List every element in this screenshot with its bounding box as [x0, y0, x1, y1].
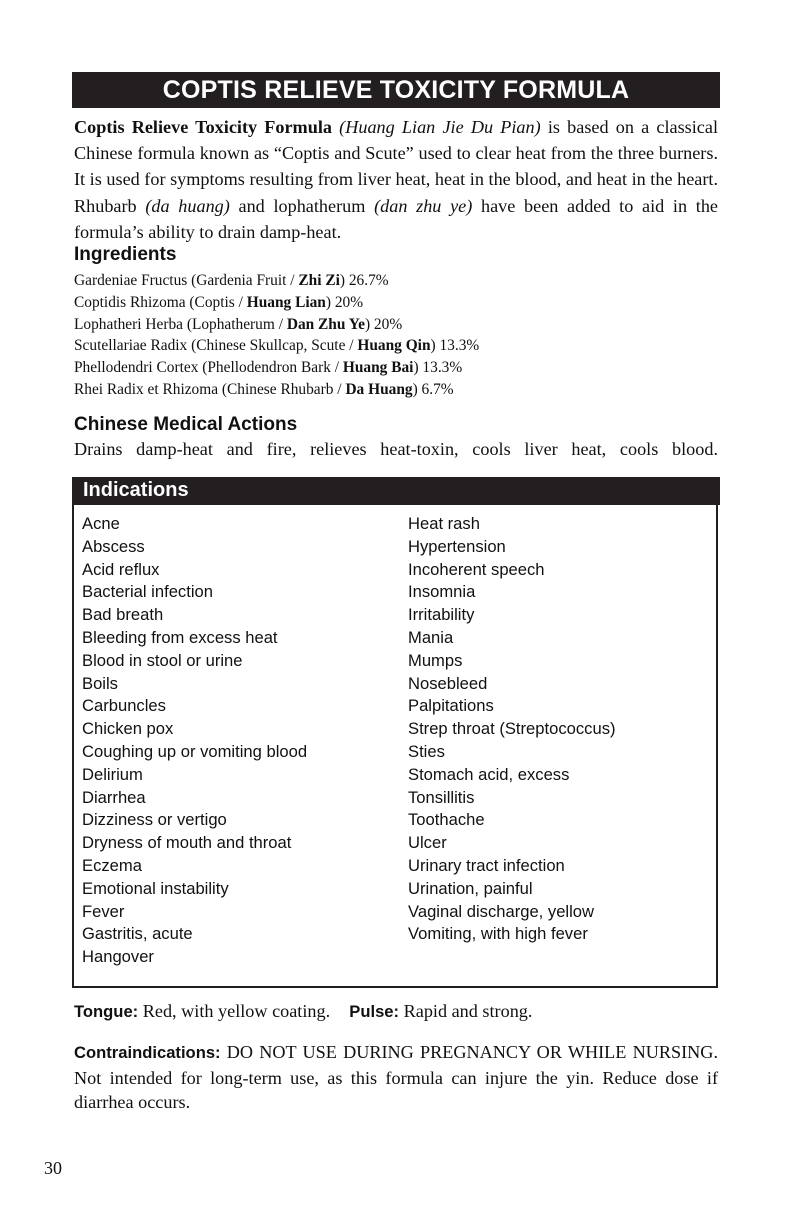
ingredient-percent: ) 20%: [325, 293, 364, 311]
contraindications-text: DO NOT USE DURING PREGNANCY OR WHILE NURSING. Not intended for long-term use, as this formula can injure the yin. Reduce dose if diarrhea occurs.: [74, 1042, 718, 1113]
indication-item: Blood in stool or urine: [82, 650, 243, 670]
indication-item: Incoherent speech: [408, 559, 545, 579]
rhubarb-pinyin: (da huang): [145, 195, 230, 216]
ingredient-pinyin: Zhi Zi: [298, 272, 340, 289]
actions-text: Drains damp-heat and fire, relieves heat-toxin, cools liver heat, cools blood.: [74, 439, 718, 459]
tongue-text: Red, with yellow coating.: [138, 1001, 331, 1021]
indication-item: Stomach acid, excess: [408, 764, 570, 784]
indication-item: Abscess: [82, 536, 145, 556]
intro-text-2: and lophatherum: [229, 195, 375, 216]
indication-item: Carbuncles: [82, 696, 166, 716]
contraindications-paragraph: [74, 1040, 718, 1115]
indication-item: Dryness of mouth and throat: [82, 833, 292, 853]
page-title: COPTIS RELIEVE TOXICITY FORMULA: [162, 75, 630, 104]
indication-item: Diarrhea: [82, 787, 146, 807]
ingredient-pinyin: Huang Qin: [357, 337, 431, 355]
intro-text-1: is based on a classical Chinese formula known as “Coptis and Scute” used to clear heat from the three burners. It is used for symptoms resulting from liver heat, heat in the blood, and heat in the heart. Rhubarb: [74, 117, 719, 216]
indication-item: Urinary tract infection: [408, 855, 565, 875]
ingredient-item: [74, 270, 479, 292]
ingredient-item: [74, 357, 479, 379]
indication-item: Boils: [82, 673, 118, 693]
indication-item: Palpitations: [408, 696, 494, 716]
indication-item: Delirium: [82, 764, 143, 784]
ingredients-heading: Ingredients: [74, 244, 177, 265]
ingredient-latin: Coptidis Rhizoma (Coptis /: [74, 293, 247, 311]
indication-item: Ulcer: [408, 833, 447, 853]
ingredient-latin: Phellodendri Cortex (Phellodendron Bark /: [74, 359, 343, 377]
pulse-label: Pulse:: [349, 1002, 400, 1021]
indication-item: Fever: [82, 901, 125, 921]
indication-item: Bacterial infection: [82, 582, 213, 602]
indication-item: Strep throat (Streptococcus): [408, 719, 616, 739]
ingredient-latin: Rhei Radix et Rhizoma (Chinese Rhubarb /: [74, 380, 346, 398]
ingredient-item: [74, 292, 479, 314]
indication-item: Irritability: [408, 605, 475, 625]
indication-item: Mania: [408, 627, 454, 647]
indication-item: Toothache: [408, 810, 485, 830]
indication-item: Emotional instability: [82, 878, 229, 898]
lophatherum-pinyin: (dan zhu ye): [374, 195, 473, 216]
indication-item: Dizziness or vertigo: [82, 810, 227, 830]
indication-item: Vaginal discharge, yellow: [408, 901, 595, 921]
actions-heading: Chinese Medical Actions: [74, 414, 298, 435]
ingredient-item: [74, 335, 479, 357]
ingredient-percent: ) 13.3%: [430, 337, 480, 355]
ingredient-pinyin: Da Huang: [345, 380, 413, 398]
pulse-text: Rapid and strong.: [399, 1001, 533, 1021]
title-bar: [72, 72, 720, 108]
ingredient-item: [74, 379, 479, 401]
indication-item: Nosebleed: [408, 673, 488, 693]
ingredient-latin: Gardeniae Fructus (Gardenia Fruit /: [74, 272, 299, 289]
indications-column-2: [408, 513, 616, 946]
indication-item: Hypertension: [408, 536, 506, 556]
indication-item: Mumps: [408, 650, 463, 670]
indication-item: Vomiting, with high fever: [408, 924, 588, 944]
ingredient-pinyin: Huang Lian: [246, 293, 326, 311]
indication-item: Acne: [82, 514, 120, 533]
indication-item: Acid reflux: [82, 559, 160, 579]
indication-item: Insomnia: [408, 582, 476, 602]
intro-text-3: have been added to aid in the formula’s ability to drain damp-heat.: [74, 195, 718, 242]
ingredient-pinyin: Dan Zhu Ye: [286, 315, 365, 333]
ingredient-pinyin: Huang Bai: [342, 359, 414, 377]
indications-heading: Indications: [83, 479, 189, 501]
indication-item: Heat rash: [408, 514, 480, 533]
indication-item: Eczema: [82, 855, 142, 875]
page-number: 30: [44, 1158, 62, 1178]
indications-column-1: [82, 513, 307, 969]
contraindications-label: Contraindications:: [74, 1043, 221, 1062]
indication-item: Urination, painful: [408, 878, 533, 898]
indication-item: Gastritis, acute: [82, 924, 193, 944]
indication-item: Bad breath: [82, 605, 164, 625]
ingredients-list: [74, 270, 479, 401]
indication-item: Bleeding from excess heat: [82, 627, 278, 647]
tongue-label: Tongue:: [74, 1002, 139, 1021]
ingredient-percent: ) 6.7%: [412, 380, 454, 398]
ingredient-percent: ) 26.7%: [339, 272, 389, 289]
indication-item: Hangover: [82, 947, 154, 967]
indication-item: Chicken pox: [82, 719, 174, 739]
indications-header: [72, 477, 720, 505]
formula-name: Coptis Relieve Toxicity Formula: [74, 117, 332, 137]
tongue-pulse-line: [74, 1001, 532, 1022]
formula-pinyin: (Huang Lian Jie Du Pian): [339, 117, 541, 137]
ingredient-item: [74, 314, 479, 336]
indication-item: Tonsillitis: [408, 787, 475, 807]
ingredient-latin: Lophatheri Herba (Lophatherum /: [74, 315, 287, 333]
indication-item: Coughing up or vomiting blood: [82, 741, 308, 761]
indication-item: Sties: [408, 741, 445, 761]
ingredient-percent: ) 20%: [364, 315, 403, 333]
ingredient-latin: Scutellariae Radix (Chinese Skullcap, Scute /: [74, 337, 358, 355]
intro-paragraph: [74, 114, 718, 245]
ingredient-percent: ) 13.3%: [413, 359, 463, 377]
